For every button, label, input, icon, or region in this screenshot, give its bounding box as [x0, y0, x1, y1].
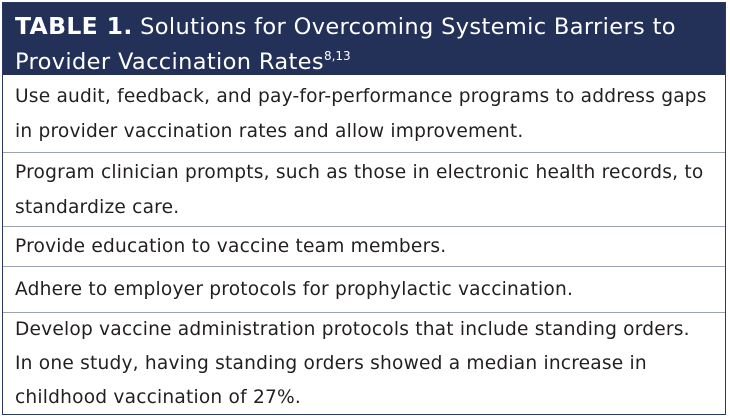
table-cell: Develop vaccine administration protocols that include standing orders. In one study, having standing orders showed a median increase in childhood vaccination of 27%. [15, 319, 690, 408]
table-row [3, 75, 725, 152]
table-cell: Provide education to vaccine team members. [15, 236, 447, 257]
table-references: 8,13 [323, 49, 351, 63]
table-row [3, 226, 725, 266]
solutions-table [2, 2, 726, 415]
table-cell: Program clinician prompts, such as those in electronic health records, to standardize care. [15, 161, 704, 218]
table-row [3, 266, 725, 312]
table-body [3, 75, 725, 415]
table-title: Solutions for Overcoming Systemic Barriers to Provider Vaccination Rates [15, 14, 676, 75]
table-row [3, 152, 725, 226]
table-row [3, 312, 725, 415]
table-cell: Use audit, feedback, and pay-for-performance programs to address gaps in provider vaccination rates and allow improvement. [15, 85, 707, 142]
table-header [3, 3, 725, 75]
table-cell: Adhere to employer protocols for prophylactic vaccination. [15, 279, 574, 300]
table-label: TABLE 1. [15, 12, 133, 40]
